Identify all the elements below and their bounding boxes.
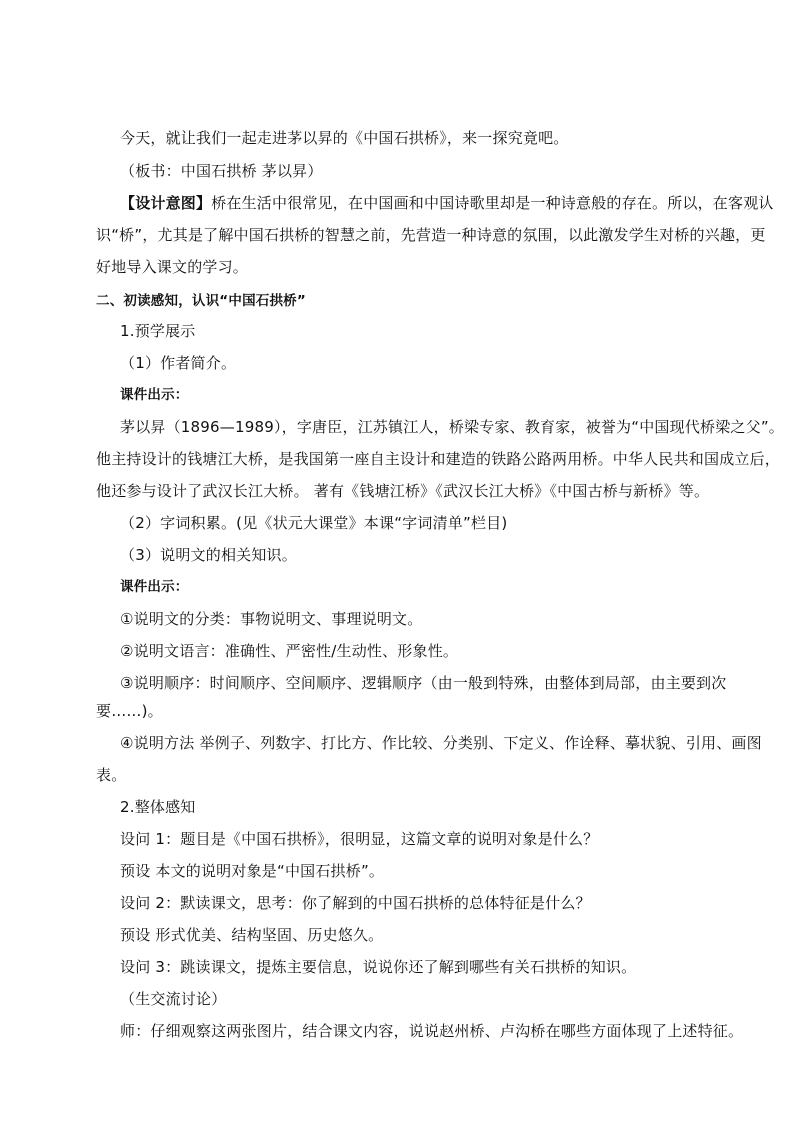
answer-2: 预设 形式优美、结构坚固、历史悠久。	[120, 926, 384, 944]
blackboard-note: （板书：中国石拱桥 茅以昇）	[120, 162, 323, 180]
expository-language: ②说明文语言：准确性、严密性/生动性、形象性。	[120, 642, 459, 660]
courseware-label-2: 课件出示：	[120, 579, 189, 595]
design-intent-line-3: 好地导入课文的学习。	[96, 258, 249, 276]
expository-methods-line-2: 表。	[96, 766, 127, 784]
author-bio-line-1: 茅以昇（1896—1989），字唐臣，江苏镇江人，桥梁专家、教育家，被誉为“中国现代桥梁之父”。	[120, 418, 784, 436]
item-expository-knowledge: （3）说明文的相关知识。	[120, 546, 297, 564]
courseware-label: 课件出示：	[120, 387, 189, 403]
design-intent-line-1	[120, 193, 794, 213]
teacher-prompt: 师：仔细观察这两张图片，结合课文内容，说说赵州桥、卢沟桥在哪些方面体现了上述特征。	[120, 1022, 744, 1040]
item-author-intro: （1）作者简介。	[120, 354, 237, 372]
answer-1: 预设 本文的说明对象是“中国石拱桥”。	[120, 862, 385, 880]
subheading-preview: 1.预学展示	[120, 322, 196, 340]
design-intent-line-2: 识“桥”，尤其是了解中国石拱桥的智慧之前，先营造一种诗意的氛围，以此激发学生对桥的兴趣，更	[96, 226, 766, 244]
author-bio-line-3: 他还参与设计了武汉长江大桥。 著有《钱塘江桥》《武汉长江大桥》《中国古桥与新桥》等。	[96, 482, 710, 500]
author-bio-line-2: 他主持设计的钱塘江大桥，是我国第一座自主设计和建造的铁路公路两用桥。中华人民共和国成立后，	[96, 450, 781, 468]
item-vocabulary: （2）字词积累。(见《状元大课堂》本课“字词清单”栏目)	[120, 514, 508, 532]
design-intent-text: 桥在生活中很常见，在中国画和中国诗歌里却是一种诗意般的存在。所以，在客观认	[211, 194, 774, 212]
expository-order-line-2: 要……)。	[96, 702, 163, 720]
question-1: 设问 1：题目是《中国石拱桥》，很明显，这篇文章的说明对象是什么？	[120, 830, 599, 848]
question-3: 设问 3：跳读课文，提炼主要信息，说说你还了解到哪些有关石拱桥的知识。	[120, 958, 637, 976]
expository-types: ①说明文的分类：事物说明文、事理说明文。	[120, 610, 423, 628]
expository-methods-line-1: ④说明方法 举例子、列数字、打比方、作比较、分类别、下定义、作诠释、摹状貌、引用、画图	[120, 734, 762, 752]
paragraph-intro: 今天，就让我们一起走进茅以昇的《中国石拱桥》，来一探究竟吧。	[120, 129, 569, 147]
section-heading-2: 二、初读感知，认识“中国石拱桥”	[96, 293, 306, 309]
expository-order-line-1: ③说明顺序：时间顺序、空间顺序、逻辑顺序（由一般到特殊，由整体到局部，由主要到次	[120, 674, 727, 692]
subheading-overall: 2.整体感知	[120, 798, 196, 816]
student-discussion: （生交流讨论）	[120, 990, 227, 1008]
design-intent-label: 【设计意图】	[120, 194, 212, 212]
question-2: 设问 2：默读课文，思考：你了解到的中国石拱桥的总体特征是什么？	[120, 894, 591, 912]
